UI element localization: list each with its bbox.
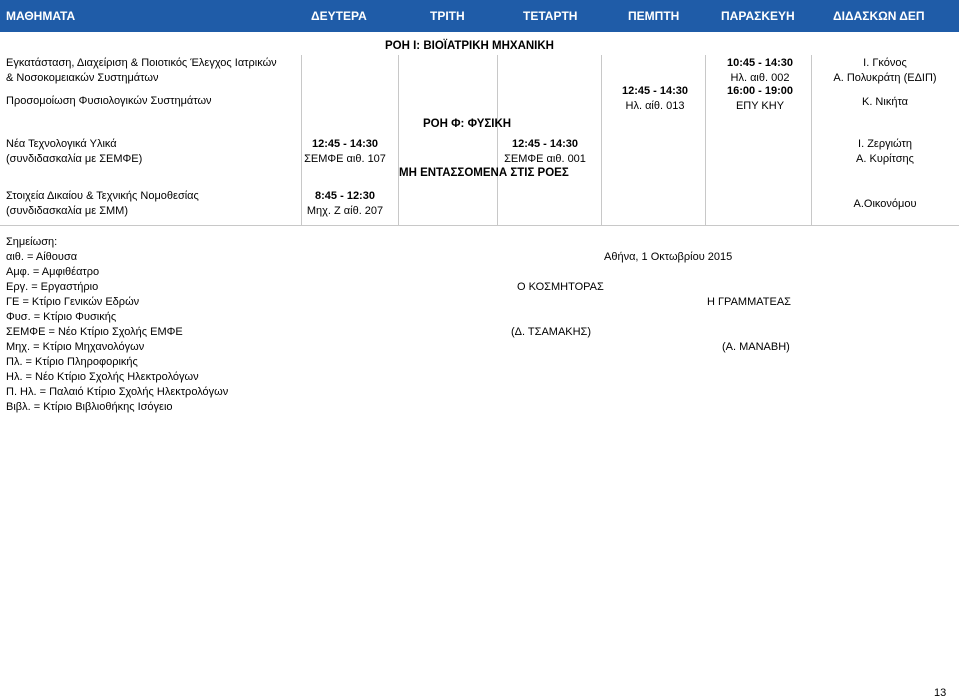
time-slot: 12:45 - 14:30 <box>511 138 579 150</box>
course-name-line: Νέα Τεχνολογικά Υλικά <box>6 138 117 150</box>
signature-date: Αθήνα, 1 Οκτωβρίου 2015 <box>604 251 733 263</box>
header-friday: ΠΑΡΑΣΚΕΥΗ <box>721 9 795 23</box>
schedule-header <box>0 0 959 32</box>
course-name-line: & Νοσοκομειακών Συστημάτων <box>6 72 159 84</box>
time-slot: 8:45 - 12:30 <box>315 190 375 202</box>
teacher-name: Ι. Γκόνος <box>863 57 907 69</box>
header-monday: ΔΕΥΤΕΡΑ <box>311 9 367 23</box>
teacher-name: Α. Πολυκράτη (ΕΔΙΠ) <box>833 72 937 84</box>
dean-title: Ο ΚΟΣΜΗΤΟΡΑΣ <box>517 281 604 293</box>
grid-line <box>398 55 399 225</box>
room-label: Ηλ. αίθ. 013 <box>625 100 685 112</box>
band-unassigned: ΜΗ ΕΝΤΑΣΣΟΜΕΝΑ ΣΤΙΣ ΡΟΕΣ <box>399 167 569 179</box>
time-slot: 10:45 - 14:30 <box>726 57 794 69</box>
note-line: Πλ. = Κτίριο Πληροφορικής <box>6 356 138 368</box>
band-physics: ΡΟΗ Φ: ΦΥΣΙΚΗ <box>423 118 512 130</box>
band-biomedical: ΡΟΗ Ι: ΒΙΟΪΑΤΡΙΚΗ ΜΗΧΑΝΙΚΗ <box>385 40 554 52</box>
room-label: Μηχ. Ζ αίθ. 207 <box>306 205 384 217</box>
course-name-line: Προσομοίωση Φυσιολογικών Συστημάτων <box>6 95 212 107</box>
room-label: ΣΕΜΦΕ αιθ. 001 <box>504 153 586 165</box>
note-line: Π. Ηλ. = Παλαιό Κτίριο Σχολής Ηλεκτρολόγων <box>6 386 229 398</box>
note-line: Ηλ. = Νέο Κτίριο Σχολής Ηλεκτρολόγων <box>6 371 199 383</box>
teacher-name: Α. Κυρίτσης <box>856 153 914 165</box>
time-slot: 12:45 - 14:30 <box>621 85 689 97</box>
header-thursday: ΠΕΜΠΤΗ <box>628 9 680 23</box>
teacher-name: Ι. Ζεργιώτη <box>858 138 912 150</box>
note-line: αιθ. = Αίθουσα <box>6 251 78 263</box>
grid-line <box>705 55 706 225</box>
course-name-line: Στοιχεία Δικαίου & Τεχνικής Νομοθεσίας <box>6 190 199 202</box>
page-number: 13 <box>934 687 947 699</box>
secretary-name: (Α. ΜΑΝΑΒΗ) <box>722 341 790 353</box>
note-line: Εργ. = Εργαστήριο <box>6 281 99 293</box>
header-teachers: ΔΙΔΑΣΚΩΝ ΔΕΠ <box>833 9 925 23</box>
header-subjects: ΜΑΘΗΜΑΤΑ <box>6 9 76 23</box>
note-line: Βιβλ. = Κτίριο Βιβλιοθήκης Ισόγειο <box>6 401 173 413</box>
dean-name: (Δ. ΤΣΑΜΑΚΗΣ) <box>511 326 592 338</box>
grid-line <box>0 225 959 226</box>
room-label: ΕΠΥ ΚΗΥ <box>735 100 785 112</box>
time-slot: 16:00 - 19:00 <box>726 85 794 97</box>
course-name-line: Εγκατάσταση, Διαχείριση & Ποιοτικός Έλεγχος Ιατρικών <box>6 57 277 69</box>
time-slot: 12:45 - 14:30 <box>311 138 379 150</box>
teacher-name: Κ. Νικήτα <box>861 96 908 108</box>
note-line: Αμφ. = Αμφιθέατρο <box>6 266 100 278</box>
room-label: Ηλ. αιθ. 002 <box>730 72 790 84</box>
grid-line <box>811 55 812 225</box>
grid-line <box>601 55 602 225</box>
header-tuesday: ΤΡΙΤΗ <box>430 9 465 23</box>
note-line: Φυσ. = Κτίριο Φυσικής <box>6 311 117 323</box>
note-line: Σημείωση: <box>6 236 58 248</box>
teacher-name: Α.Οικονόμου <box>853 198 917 210</box>
header-wednesday: ΤΕΤΑΡΤΗ <box>523 9 578 23</box>
note-line: ΓΕ = Κτίριο Γενικών Εδρών <box>6 296 140 308</box>
note-line: ΣΕΜΦΕ = Νέο Κτίριο Σχολής ΕΜΦΕ <box>6 326 183 338</box>
course-name-line: (συνδιδασκαλία με ΣΜΜ) <box>6 205 128 217</box>
secretary-title: Η ΓΡΑΜΜΑΤΕΑΣ <box>707 296 791 308</box>
course-name-line: (συνδιδασκαλία με ΣΕΜΦΕ) <box>6 153 143 165</box>
note-line: Μηχ. = Κτίριο Μηχανολόγων <box>6 341 145 353</box>
room-label: ΣΕΜΦΕ αιθ. 107 <box>304 153 386 165</box>
